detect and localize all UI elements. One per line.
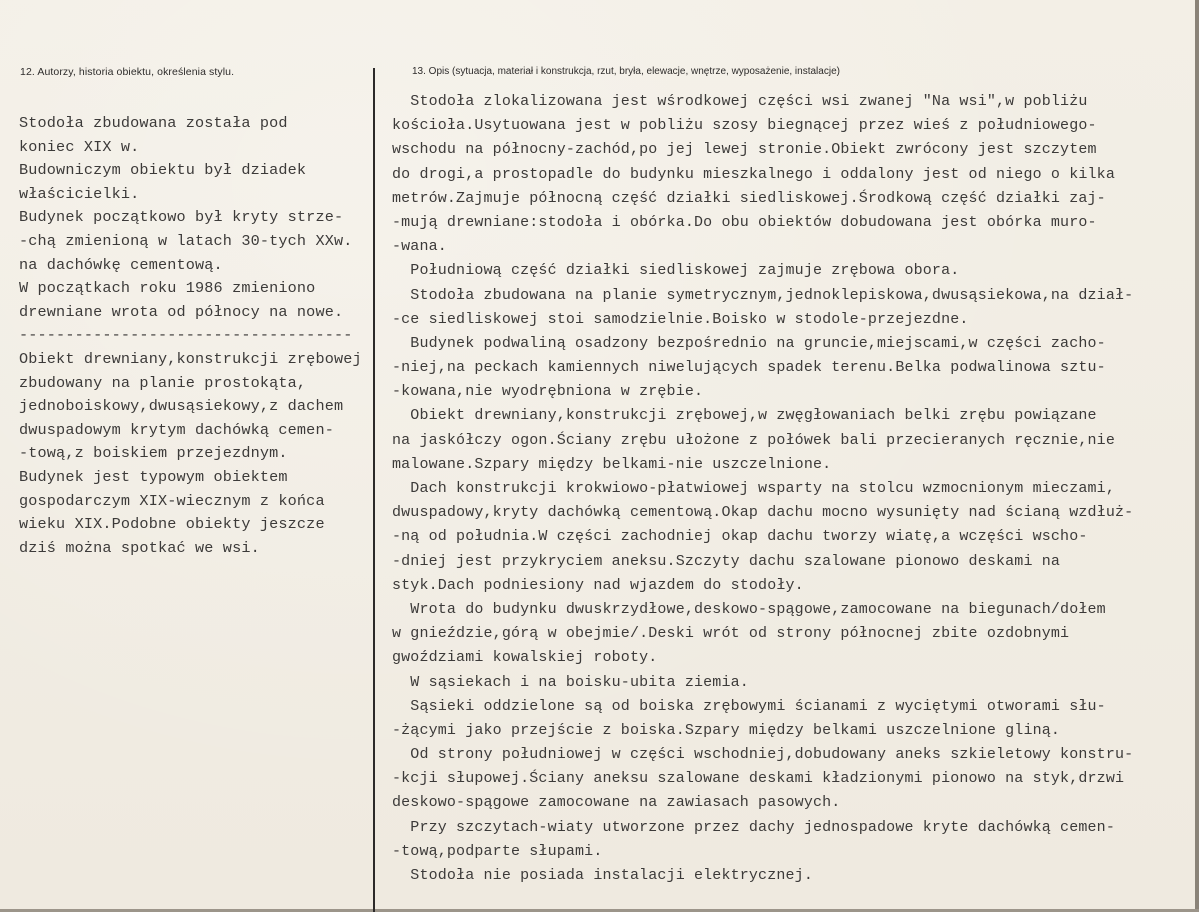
text-line: Obiekt drewniany,konstrukcji zrębowej,w zwęgłowaniach belki zrębu powiązane [392,407,1097,425]
section-13-heading: 13. Opis (sytuacja, materiał i konstrukcja, rzut, bryła, elewacje, wnętrze, wyposażenie, instalacje) [412,66,840,77]
text-line: gwoździami kowalskiej roboty. [392,649,658,667]
text-line: drewniane wrota od północy na nowe. [19,302,344,321]
text-line: W sąsiekach i na boisku-ubita ziemia. [392,673,749,691]
text-line: Budowniczym obiektu był dziadek [19,161,307,180]
text-line: w gnieździe,górą w obejmie/.Deski wrót od strony północnej zbite ozdobnymi [392,625,1070,643]
text-line: deskowo-spągowe zamocowane na zawiasach pasowych. [392,794,841,812]
text-line: -ną od południa.W części zachodniej okap dachu tworzy wiatę,a wczęści wscho- [392,528,1088,546]
text-line: -kowana,nie wyodrębniona w zrębie. [392,383,704,401]
text-line: Budynek podwaliną osadzony bezpośrednio na gruncie,miejscami,w części zacho- [392,334,1106,352]
text-line: -żącymi jako przejście z boiska.Szpary między belkami uszczelnione gliną. [392,721,1061,739]
history-column [19,112,379,560]
text-line: właścicielki. [19,184,140,203]
text-line: wieku XIX.Podobne obiekty jeszcze [19,515,325,534]
text-line: malowane.Szpary między belkami-nie uszczelnione. [392,455,832,473]
text-line: Obiekt drewniany,konstrukcji zrębowej [19,349,362,368]
text-line: na dachówkę cementową. [19,255,223,274]
dashed-separator: ------------------------------------ [19,326,353,345]
text-line: -dniej jest przykryciem aneksu.Szczyty dachu szalowane pionowo deskami na [392,552,1061,570]
text-line: kościoła.Usytuowana jest w pobliżu szosy biegnącej przez wieś z południowego- [392,117,1097,135]
page-edge [1195,0,1199,912]
text-line: -wana. [392,238,447,256]
text-line: -kcji słupowej.Ściany aneksu szalowane deskami kładzionymi pionowo na styk,drzwi [392,770,1125,788]
text-line: Stodoła zbudowana na planie symetrycznym,jednoklepiskowa,dwusąsiekowa,na dział- [392,286,1134,304]
text-line: styk.Dach podniesiony nad wjazdem do stodoły. [392,576,804,594]
text-line: na jaskółczy ogon.Ściany zrębu ułożone z połówek bali przecieranych ręcznie,nie [392,431,1115,449]
text-line: -tową,z boiskiem przejezdnym. [19,444,288,463]
text-line: Stodoła zlokalizowana jest wśrodkowej części wsi zwanej "Na wsi",w pobliżu [392,93,1088,110]
text-line: Południową część działki siedliskowej zajmuje zrębowa obora. [392,262,960,280]
text-line: W początkach roku 1986 zmieniono [19,279,316,298]
text-line: Wrota do budynku dwuskrzydłowe,deskowo-spągowe,zamocowane na biegunach/dołem [392,600,1106,618]
text-line: do drogi,a prostopadle do budynku mieszkalnego i oddalony jest od niego o kilka [392,165,1115,183]
text-line: -mują drewniane:stodoła i obórka.Do obu obiektów dobudowana jest obórka muro- [392,213,1097,231]
text-line: -niej,na peckach kamiennych niwelujących spadek terenu.Belka podwalinowa sztu- [392,359,1106,377]
text-line: dziś można spotkać we wsi. [19,538,260,557]
text-line: -chą zmienioną w latach 30-tych XXw. [19,231,353,250]
text-line: koniec XIX w. [19,137,140,156]
text-line: wschodu na północny-zachód,po jej lewej stronie.Obiekt zwrócony jest szczytem [392,141,1097,159]
text-line: Sąsieki oddzielone są od boiska zrębowymi ścianami z wyciętymi otworami słu- [392,697,1106,715]
text-line: dwuspadowy,kryty dachówką cementową.Okap dachu mocno wysunięty nad ścianą wzdłuż- [392,504,1134,522]
text-line: zbudowany na planie prostokąta, [19,373,307,392]
text-line: Stodoła nie posiada instalacji elektrycznej. [392,867,813,884]
text-line: Od strony południowej w części wschodniej,dobudowany aneks szkieletowy konstru- [392,746,1134,764]
text-line: dwuspadowym krytym dachówką cemen- [19,420,334,439]
text-line: Budynek początkowo był kryty strze- [19,208,344,227]
text-line: Dach konstrukcji krokwiowo-płatwiowej wsparty na stolcu wzmocnionym mieczami, [392,480,1115,497]
text-line: Stodoła zbudowana została pod [19,114,288,132]
text-line: jednoboiskowy,dwusąsiekowy,z dachem [19,397,344,416]
text-line: gospodarczym XIX-wiecznym z końca [19,491,325,510]
description-column [392,90,1182,888]
text-line: -ce siedliskowej stoi samodzielnie.Boisko w stodole-przejezdne. [392,310,969,328]
text-line: Budynek jest typowym obiektem [19,467,288,486]
text-line: Przy szczytach-wiaty utworzone przez dachy jednospadowe kryte dachówką cemen- [392,818,1115,836]
section-12-heading: 12. Autorzy, historia obiektu, określenia stylu. [20,66,235,78]
text-line: -tową,podparte słupami. [392,842,603,860]
text-line: metrów.Zajmuje północną część działki siedliskowej.Środkową część działki zaj- [392,189,1106,207]
